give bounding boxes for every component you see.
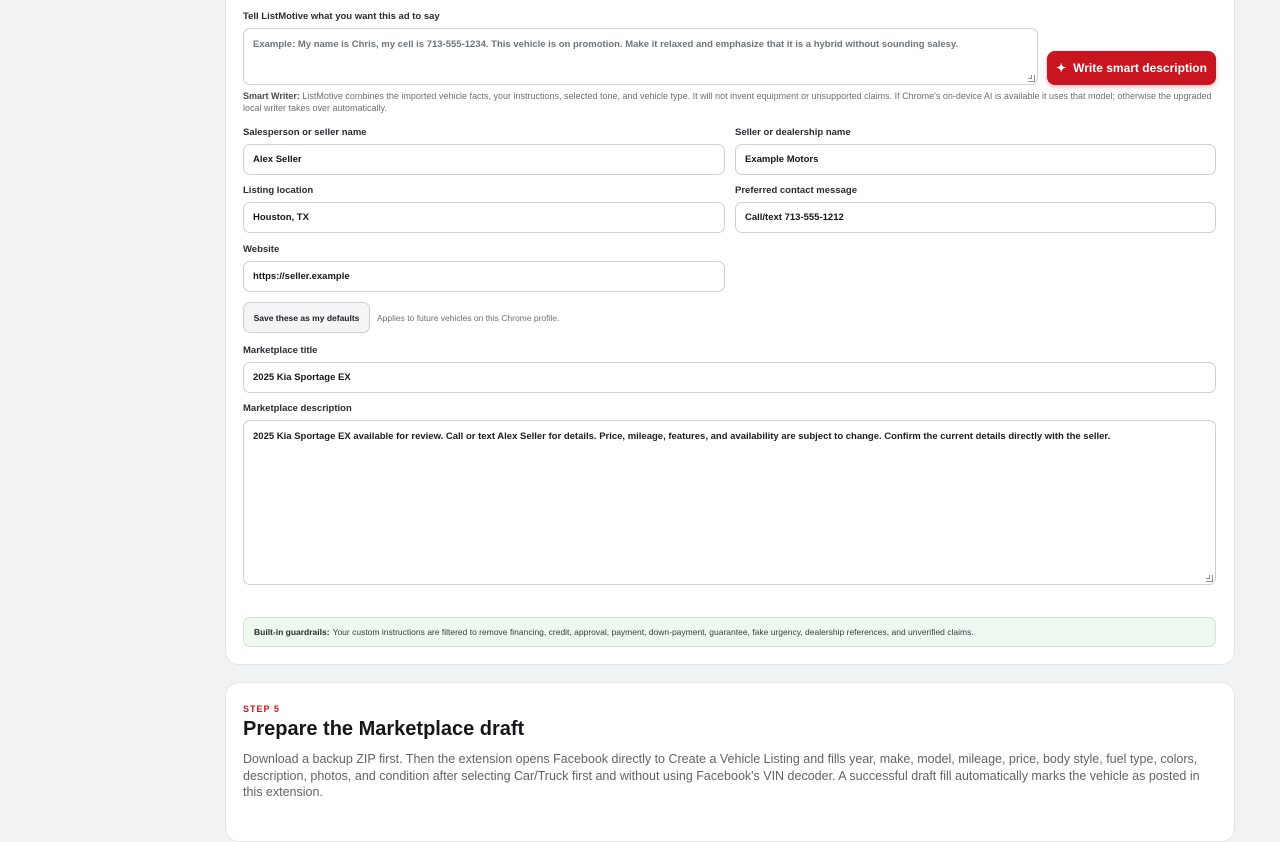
website-input[interactable]: https://seller.example: [243, 261, 725, 292]
guardrails-label: Built-in guardrails:: [254, 627, 330, 637]
sparkle-icon: ✦: [1056, 61, 1067, 75]
marketplace-description-label: Marketplace description: [243, 403, 352, 414]
ad-instructions-placeholder: Example: My name is Chris, my cell is 713-555-1234. This vehicle is on promotion. Make it relaxed and emphasize that it is a hybrid without sounding salesy.: [253, 39, 959, 50]
website-label: Website: [243, 244, 280, 255]
step-description: Download a backup ZIP first. Then the extension opens Facebook directly to Create a Vehicle Listing and fills year, make, model, mileage, price, body style, fuel type, colors, description, photos, and condition after selecting Car/Truck first and without using Facebook's VIN decoder. A successful draft fill automatically marks the vehicle as posted in this extension.: [243, 752, 1200, 799]
smart-writer-text: ListMotive combines the imported vehicle facts, your instructions, selected tone, and vehicle type. It will not invent equipment or unsupported claims. If Chrome's on-device AI is available it uses that model; otherwise the upgraded local writer takes over automatically.: [243, 91, 1212, 113]
location-input[interactable]: Houston, TX: [243, 202, 725, 233]
marketplace-title-label: Marketplace title: [243, 345, 318, 356]
smart-writer-note: [243, 90, 1218, 114]
step-label: STEP 5: [243, 704, 280, 714]
smart-writer-label: Smart Writer:: [243, 91, 300, 101]
write-smart-description-button[interactable]: [1047, 51, 1216, 85]
dealership-input[interactable]: Example Motors: [735, 144, 1216, 175]
ad-instructions-textarea[interactable]: [243, 28, 1038, 85]
dealership-label: Seller or dealership name: [735, 127, 851, 138]
marketplace-description-textarea[interactable]: [243, 420, 1216, 585]
guardrails-text: Your custom instructions are filtered to remove financing, credit, approval, payment, down-payment, guarantee, fake urgency, dealership references, and unverified claims.: [332, 627, 974, 637]
write-smart-description-label: Write smart description: [1073, 61, 1207, 75]
save-defaults-button[interactable]: Save these as my defaults: [243, 302, 370, 333]
marketplace-title-input[interactable]: 2025 Kia Sportage EX: [243, 362, 1216, 393]
ad-instructions-label: Tell ListMotive what you want this ad to say: [243, 11, 440, 22]
step-title: Prepare the Marketplace draft: [243, 718, 525, 740]
salesperson-input[interactable]: Alex Seller: [243, 144, 725, 175]
contact-label: Preferred contact message: [735, 185, 857, 196]
guardrails-notice: [243, 617, 1216, 647]
contact-input[interactable]: Call/text 713-555-1212: [735, 202, 1216, 233]
resize-handle-icon[interactable]: [1206, 575, 1213, 582]
salesperson-label: Salesperson or seller name: [243, 127, 367, 138]
location-label: Listing location: [243, 185, 314, 196]
resize-handle-icon[interactable]: [1028, 75, 1035, 82]
marketplace-description-text: 2025 Kia Sportage EX available for review. Call or text Alex Seller for details. Price, mileage, features, and availability are subject to change. Confirm the current details directly with the seller.: [253, 431, 1111, 442]
save-defaults-hint: Applies to future vehicles on this Chrome profile.: [377, 313, 560, 323]
